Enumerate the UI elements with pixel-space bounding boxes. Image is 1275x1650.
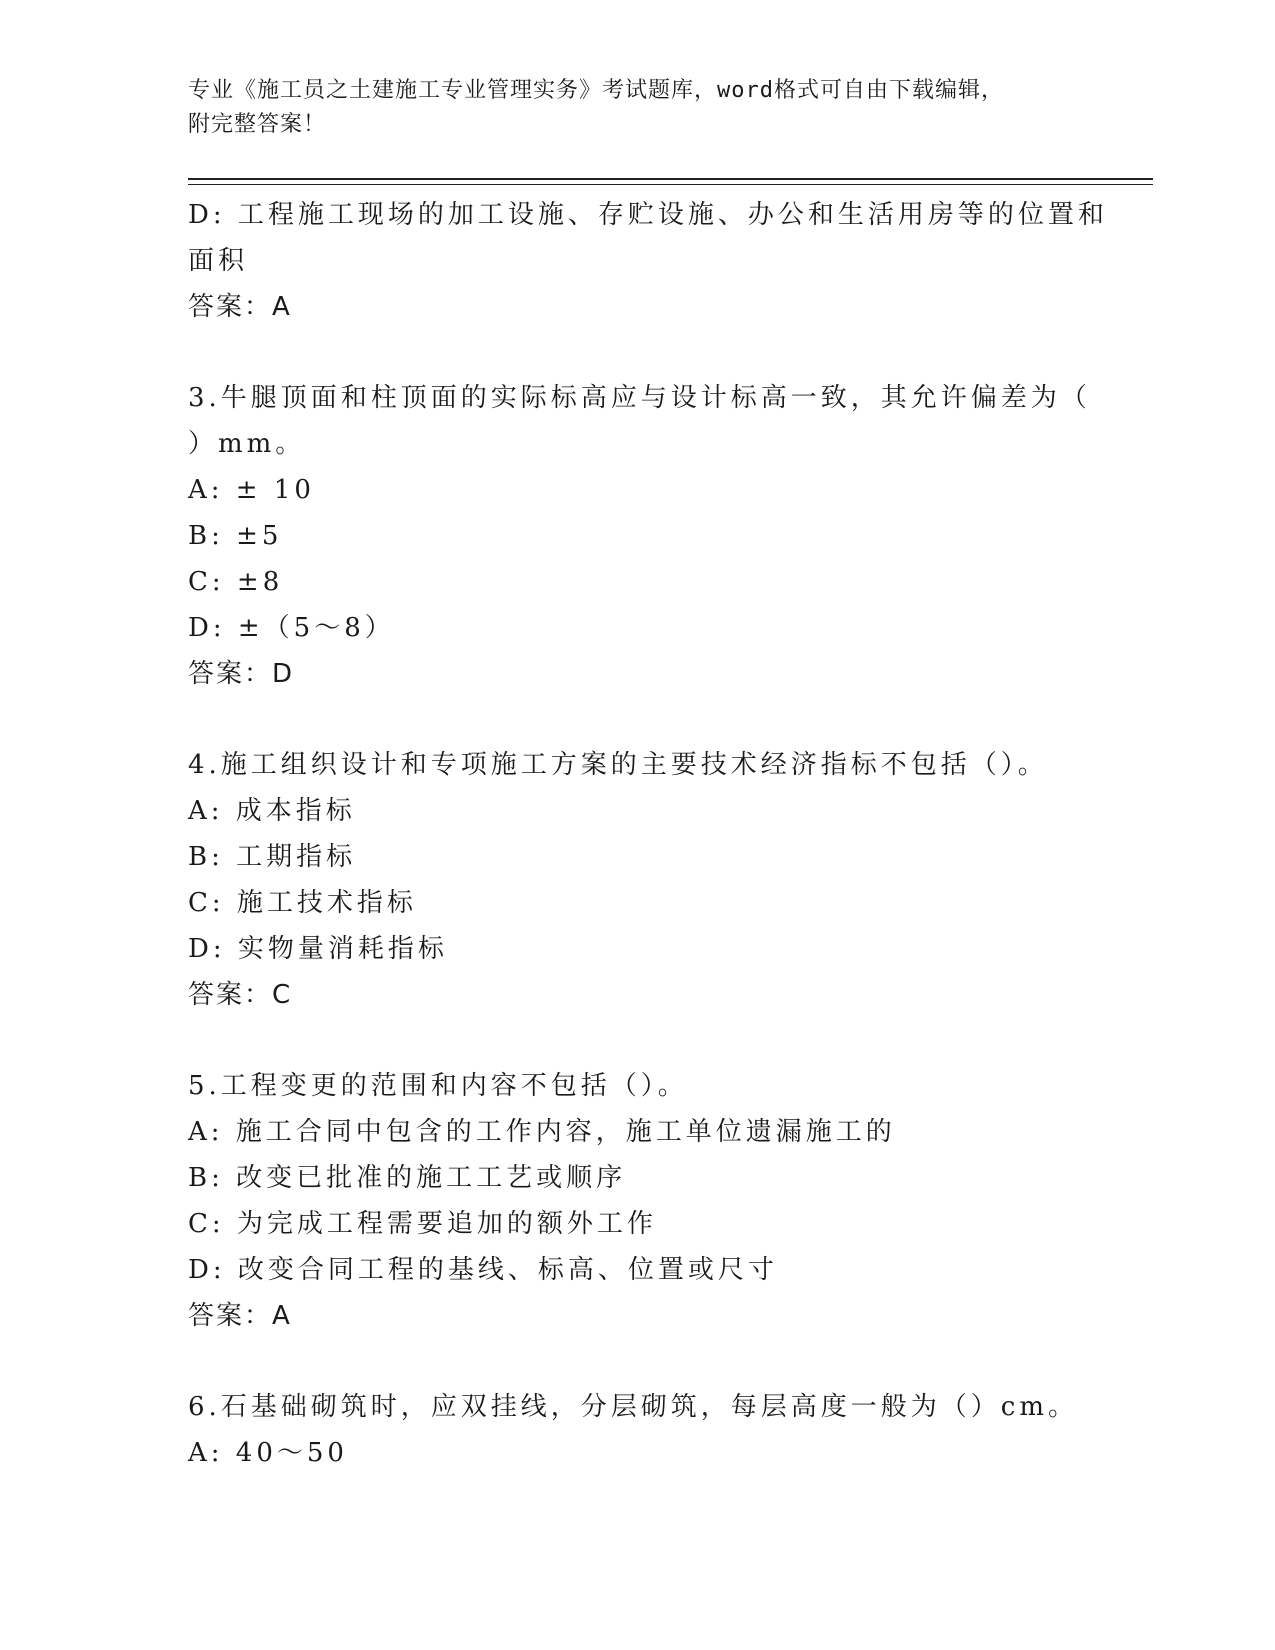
question-2-block (188, 192, 1108, 330)
q5-question: 5.工程变更的范围和内容不包括（）。 (188, 1071, 688, 1101)
q4-option-a: A: 成本指标 (188, 796, 356, 826)
header-divider-thin (188, 184, 1153, 185)
q3-question-line-1: 3.牛腿顶面和柱顶面的实际标高应与设计标高一致，其允许偏差为（ (188, 383, 1091, 413)
question-3-block (188, 375, 1091, 697)
header-divider-thick (188, 178, 1153, 180)
document-header (188, 74, 1068, 142)
q3-option-b: B: ±5 (188, 521, 283, 551)
q4-question: 4.施工组织设计和专项施工方案的主要技术经济指标不包括（）。 (188, 750, 1048, 780)
q2-option-d-line-1: D: 工程施工现场的加工设施、存贮设施、办公和生活用房等的位置和 (188, 200, 1108, 230)
q3-option-a: A: ± 10 (188, 475, 315, 505)
question-6-block (188, 1384, 1088, 1476)
q5-option-b: B: 改变已批准的施工工艺或顺序 (188, 1163, 627, 1193)
document-body (188, 192, 1108, 1476)
header-line-1: 专业《施工员之土建施工专业管理实务》考试题库，word格式可自由下载编辑， (188, 78, 1004, 103)
q5-option-d: D: 改变合同工程的基线、标高、位置或尺寸 (188, 1255, 778, 1285)
q4-answer: 答案：C (188, 980, 293, 1010)
q4-option-b: B: 工期指标 (188, 842, 357, 872)
q6-question: 6.石基础砌筑时，应双挂线，分层砌筑，每层高度一般为（）cm。 (188, 1392, 1079, 1422)
q4-option-d: D: 实物量消耗指标 (188, 934, 448, 964)
q4-option-c: C: 施工技术指标 (188, 888, 417, 918)
question-4-block (188, 742, 1088, 1018)
q5-option-c: C: 为完成工程需要追加的额外工作 (188, 1209, 657, 1239)
q3-answer: 答案：D (188, 659, 295, 689)
q3-question-line-2: ）mm。 (188, 429, 306, 459)
q2-answer: 答案：A (188, 292, 292, 322)
q5-option-a: A: 施工合同中包含的工作内容，施工单位遗漏施工的 (188, 1117, 896, 1147)
header-line-2: 附完整答案！ (188, 112, 327, 137)
question-5-block (188, 1063, 1088, 1339)
q3-option-d: D: ±（5～8） (188, 613, 395, 643)
q3-option-c: C: ±8 (188, 567, 284, 597)
q2-option-d-line-2: 面积 (188, 246, 249, 276)
q6-option-a: A: 40～50 (188, 1438, 348, 1468)
q5-answer: 答案：A (188, 1301, 292, 1331)
